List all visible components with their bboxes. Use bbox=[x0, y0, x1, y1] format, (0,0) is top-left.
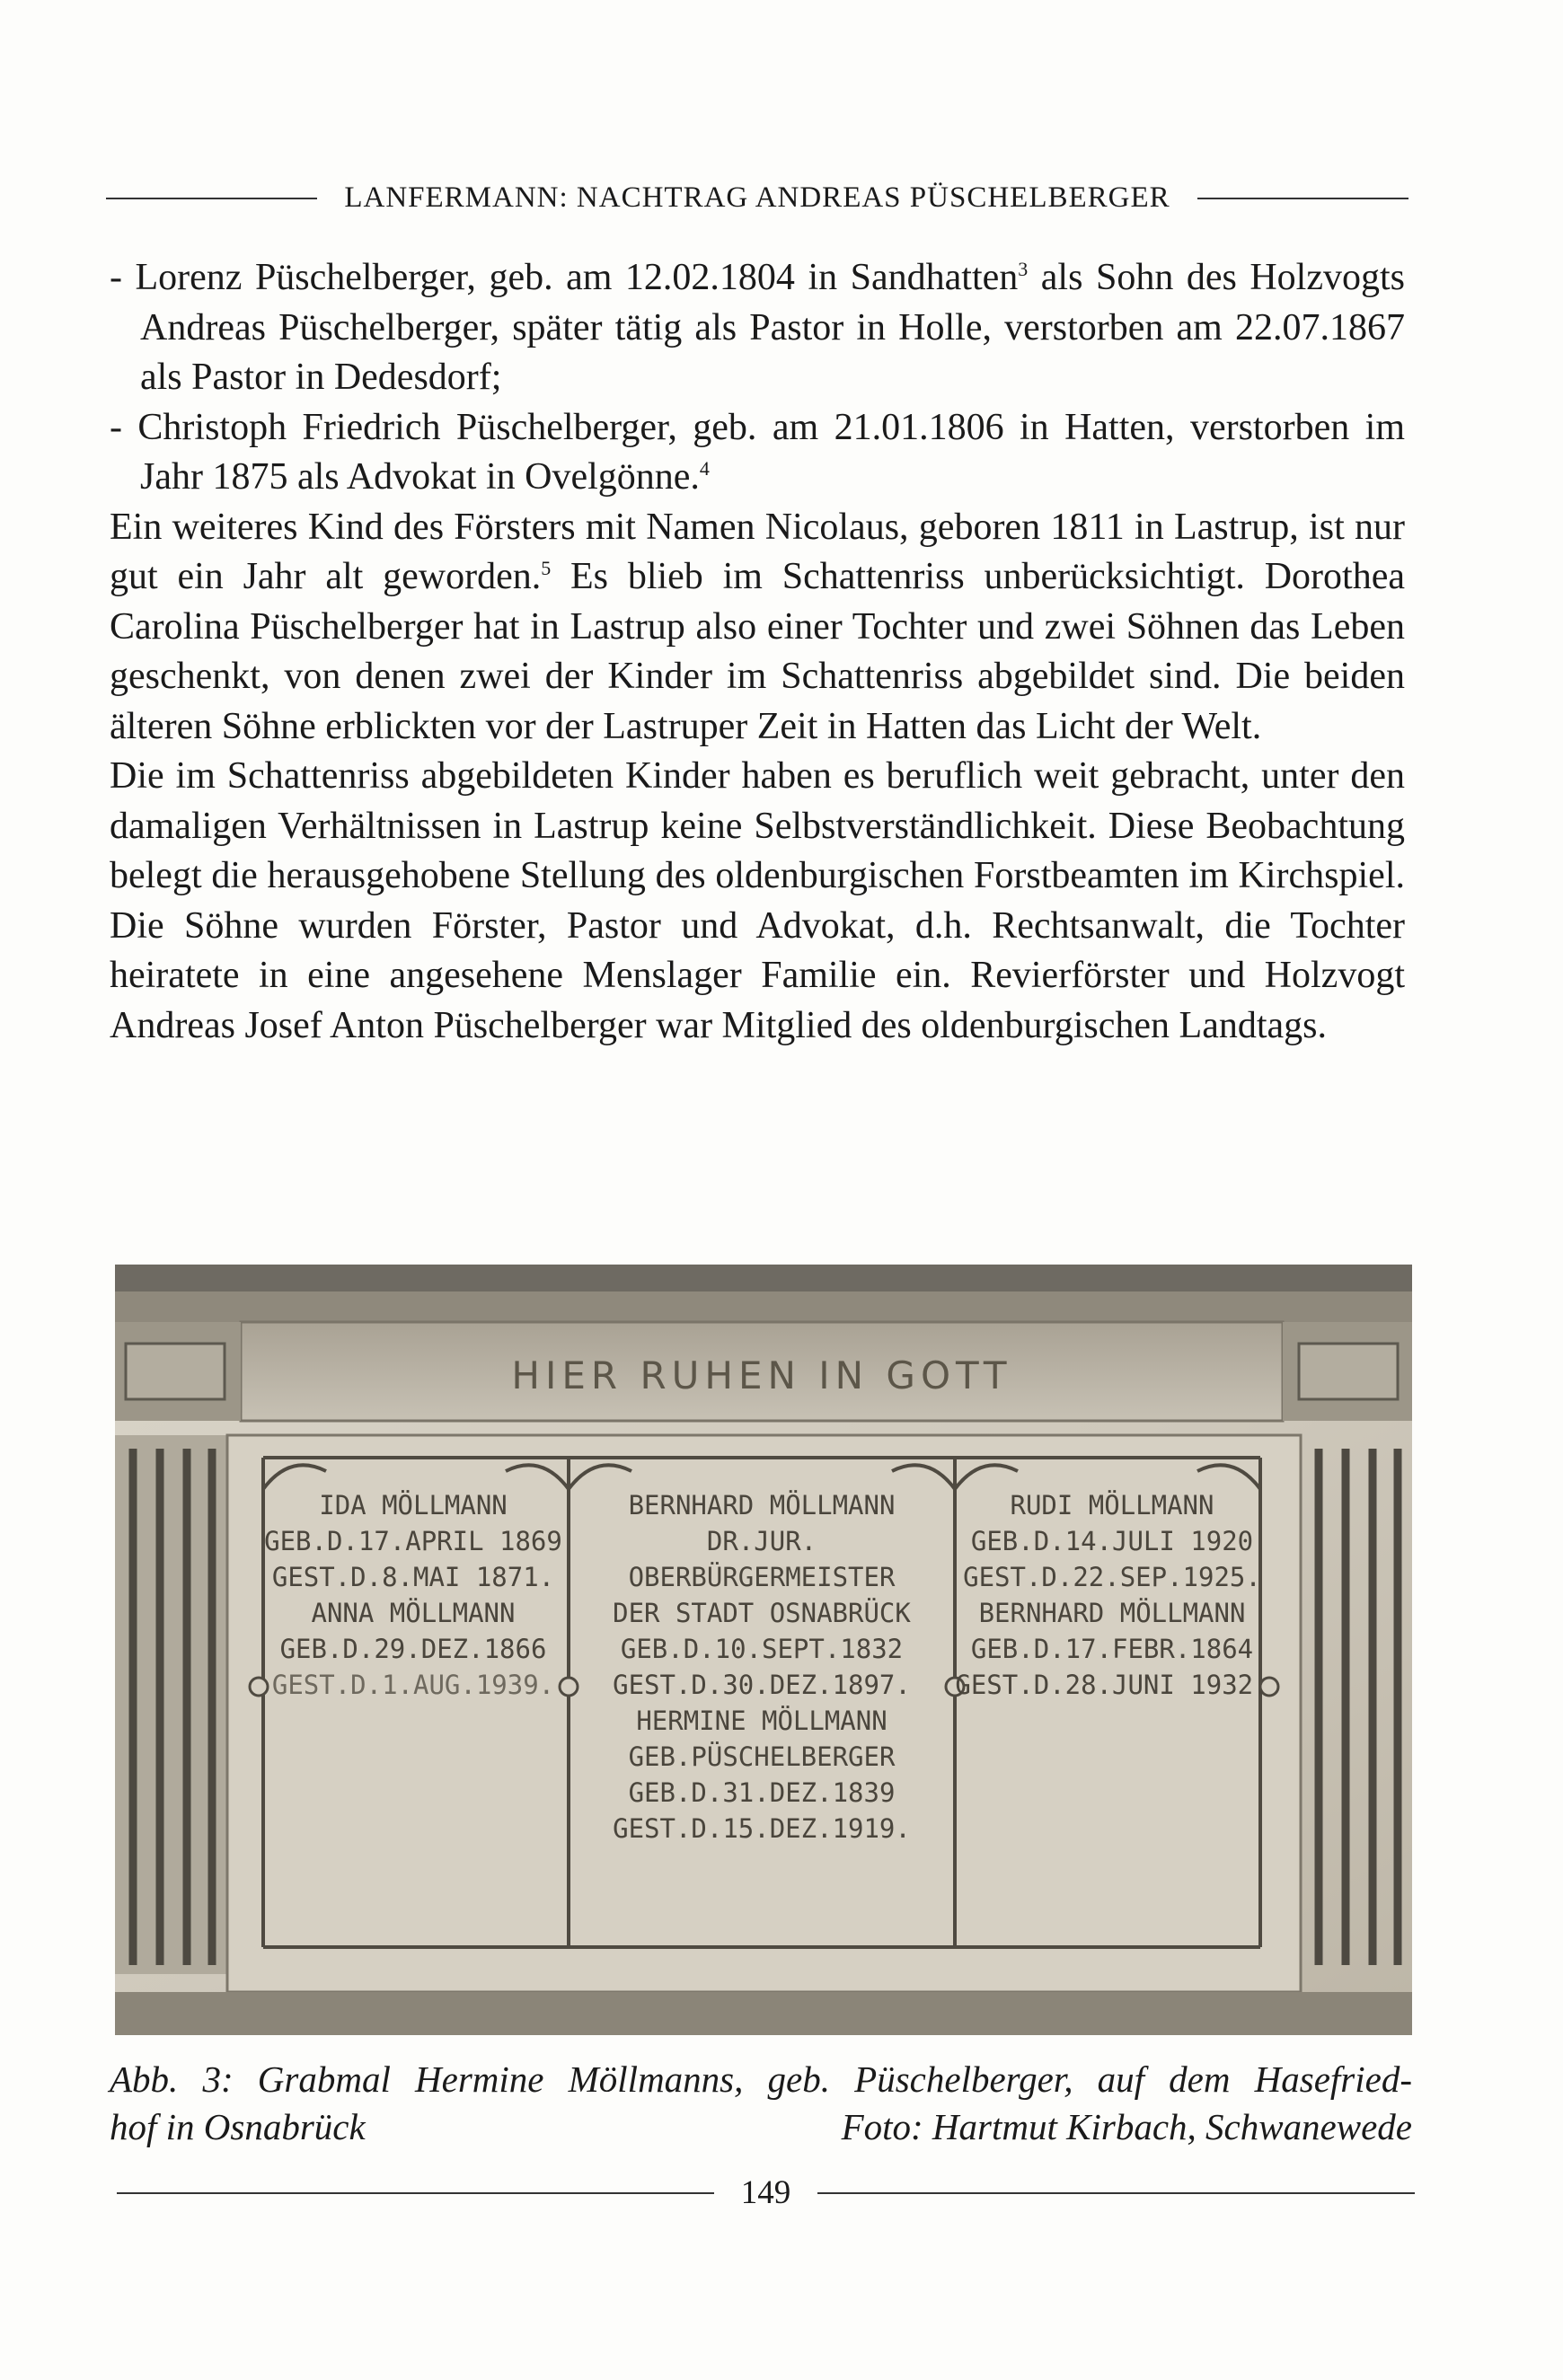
footer-rule-right bbox=[817, 2192, 1415, 2194]
center-panel-line: OBERBÜRGERMEISTER bbox=[628, 1562, 896, 1592]
gravestone-photo bbox=[115, 1265, 1412, 2035]
footnote-ref: 3 bbox=[1018, 258, 1029, 280]
caption-location: hof in Osnabrück bbox=[110, 2106, 366, 2147]
left-panel-line: ANNA MÖLLMANN bbox=[311, 1598, 516, 1628]
page-number: 149 bbox=[740, 2174, 791, 2211]
right-panel-line: GEB.D.14.JULI 1920 bbox=[970, 1526, 1254, 1556]
left-panel-line: IDA MÖLLMANN bbox=[319, 1490, 508, 1521]
center-panel-line: GEB.D.31.DEZ.1839 bbox=[628, 1777, 896, 1808]
center-panel-line: GEST.D.15.DEZ.1919. bbox=[613, 1813, 911, 1844]
center-panel-line: DER STADT OSNABRÜCK bbox=[613, 1598, 911, 1628]
paragraph-2: Die im Schattenriss abgebildeten Kinder haben es beruflich weit gebracht, unter den damaligen Verhältnissen in Lastrup keine Selbstverständlichkeit. Diese Beobachtung belegt die herausgehobene Stellung des oldenburgischen Forstbeamten im Kirchspiel. Die Söhne wurden Förster, Pastor und Advokat, d.h. Rechtsanwalt, die Tochter heiratete in eine angesehene Menslager Familie ein. Revierförster und Holzvogt Andreas Josef Anton Püschelberger war Mitglied des oldenburgischen Landtags. bbox=[110, 755, 1405, 1046]
body-text bbox=[110, 253, 1405, 1051]
header-rule-left bbox=[106, 198, 317, 199]
center-panel-line: DR.JUR. bbox=[706, 1526, 817, 1556]
center-panel-line: GEST.D.30.DEZ.1897. bbox=[613, 1670, 911, 1700]
footnote-ref: 4 bbox=[699, 457, 710, 480]
footnote-ref: 5 bbox=[541, 557, 552, 579]
right-panel-line: GEB.D.17.FEBR.1864 bbox=[970, 1634, 1254, 1664]
right-panel-line: RUDI MÖLLMANN bbox=[1010, 1490, 1214, 1521]
photo-credit: Foto: Hartmut Kirbach, Schwanewede bbox=[841, 2106, 1412, 2147]
paragraph-1: Ein weiteres Kind des Försters mit Namen Nicolaus, geboren 1811 in Lastrup, ist nur gut ein Jahr alt geworden.$^5$ Es blieb im Schattenriss unberücksichtigt. Dorothea Carolina Püschelberger hat in Lastrup also einer Tochter und zwei Söhnen das Leben geschenkt, von denen zwei der Kinder im Schattenriss abgebildet sind. Die beiden älteren Söhne erblickten vor der Lastruper Zeit in Hatten das Licht der Welt. bbox=[110, 506, 1405, 747]
caption-line-2 bbox=[110, 2103, 1412, 2151]
right-panel-line: GEST.D.28.JUNI 1932. bbox=[955, 1670, 1269, 1700]
gravestone-illustration bbox=[115, 1265, 1412, 2035]
running-title: LANFERMANN: NACHTRAG ANDREAS PÜSCHELBERGER bbox=[344, 181, 1170, 214]
list-item-christoph: - Christoph Friedrich Püschelberger, geb. am 21.01.1806 in Hatten, verstorben im Jahr 1875 als Advokat in Ovelgönne.$^4$ bbox=[110, 406, 1405, 498]
caption-line-1: Abb. 3: Grabmal Hermine Möllmanns, geb. Püschelberger, auf dem Hasefried- bbox=[110, 2058, 1412, 2100]
center-panel-line: GEB.D.10.SEPT.1832 bbox=[620, 1634, 904, 1664]
right-panel-line: BERNHARD MÖLLMANN bbox=[978, 1598, 1246, 1628]
left-panel-line: GEST.D.1.AUG.1939. bbox=[271, 1670, 555, 1700]
left-panel-line: GEB.D.29.DEZ.1866 bbox=[279, 1634, 547, 1664]
list-item-lorenz: - Lorenz Püschelberger, geb. am 12.02.1804 in Sandhatten$^3$ als Sohn des Holzvogts Andreas Püschelberger, später tätig als Pastor in Holle, verstorben am 22.07.1867 als Pastor in Dedesdorf; bbox=[110, 257, 1406, 398]
page-footer bbox=[117, 2173, 1415, 2212]
header-rule-right bbox=[1197, 198, 1408, 199]
center-panel-line: HERMINE MÖLLMANN bbox=[636, 1706, 887, 1736]
figure-caption bbox=[110, 2056, 1412, 2151]
running-header bbox=[106, 181, 1408, 215]
center-panel-line: BERNHARD MÖLLMANN bbox=[628, 1490, 896, 1521]
center-panel-line: GEB.PÜSCHELBERGER bbox=[628, 1741, 896, 1772]
inscription-header: HIER RUHEN IN GOTT bbox=[511, 1353, 1012, 1397]
footer-rule-left bbox=[117, 2192, 714, 2194]
left-panel-line: GEB.D.17.APRIL 1869 bbox=[264, 1526, 562, 1556]
left-panel-line: GEST.D.8.MAI 1871. bbox=[271, 1562, 555, 1592]
right-panel-line: GEST.D.22.SEP.1925. bbox=[963, 1562, 1261, 1592]
